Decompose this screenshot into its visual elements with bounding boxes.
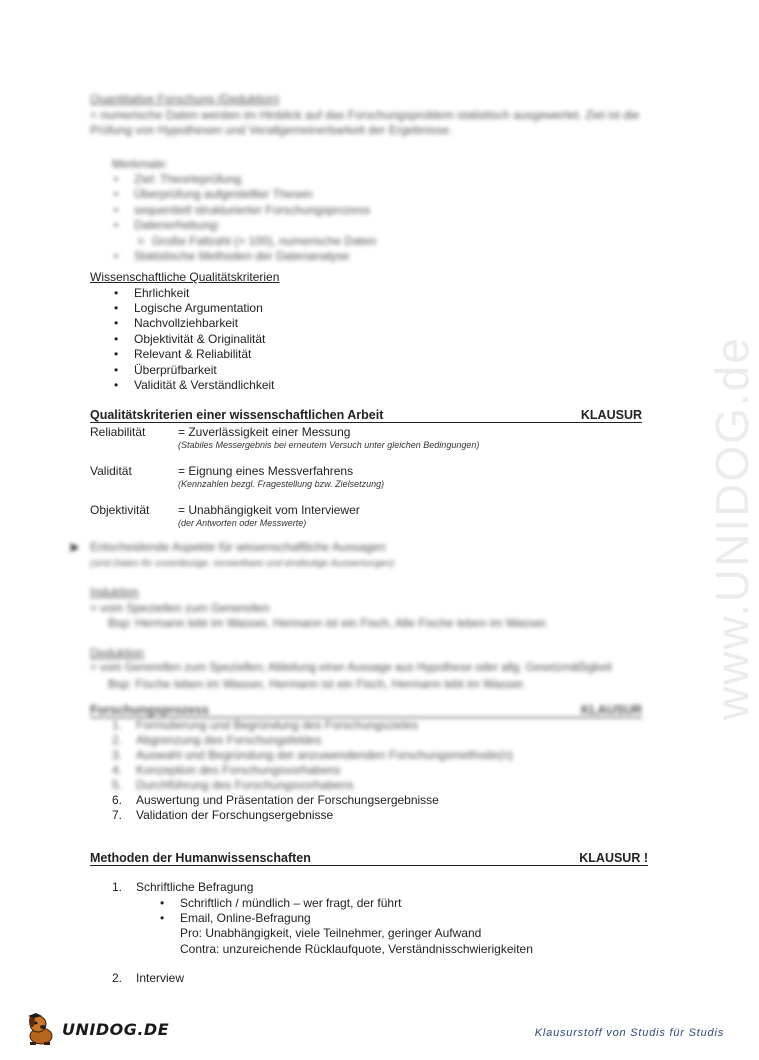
list-item: • Nachvollziehbarkeit bbox=[108, 316, 650, 331]
aspekte-text: Entscheidende Aspekte für wissenschaftliche Aussagen bbox=[90, 540, 386, 554]
paragraph-line: = numerische Daten werden im Hinblick auf das Forschungsproblem statistisch ausgewertet. Ziel ist die bbox=[90, 107, 640, 122]
list-item: 4. Konzeption des Forschungsvorhabens bbox=[112, 763, 341, 777]
contra-line: Contra: unzureichende Rücklaufquote, Verständnisschwierigkeiten bbox=[180, 941, 533, 956]
step-text: Auswertung und Präsentation der Forschungsergebnisse bbox=[136, 793, 439, 807]
forschungsprozess-list-blurred bbox=[90, 718, 642, 793]
section-heading: Qualitätskriterien einer wissenschaftlichen Arbeit bbox=[90, 408, 384, 422]
method-name: Interview bbox=[136, 971, 185, 986]
forschungsprozess-section bbox=[90, 703, 642, 823]
qualitaet-list bbox=[90, 286, 650, 394]
criterion-definition: = Zuverlässigkeit einer Messung bbox=[178, 425, 351, 439]
method-sublist bbox=[90, 896, 648, 927]
deduktion-line: = vom Generellen zum Speziellen; Ableitung einer Aussage aus Hypothese oder allg. Gesetzmäßigkeit bbox=[90, 662, 612, 674]
qualitaet-section bbox=[90, 270, 650, 393]
list-item: • Objektivität & Originalität bbox=[108, 332, 650, 347]
list-item: • Statistische Methoden der Datenanalyse bbox=[108, 249, 650, 264]
blurred-intro-section bbox=[90, 92, 650, 264]
merkmale-list bbox=[90, 172, 650, 264]
induktion-example: Bsp: Hermann lebt im Wasser, Hermann ist ein Fisch, Alle Fische leben im Wasser. bbox=[108, 616, 549, 630]
list-item: • Logische Argumentation bbox=[108, 301, 650, 316]
method-item bbox=[90, 971, 648, 987]
footer-slogan: Klausurstoff von Studis für Studis bbox=[534, 1027, 724, 1039]
kriterien-section bbox=[90, 408, 642, 529]
criterion-row bbox=[90, 503, 642, 529]
klausur-tag: KLAUSUR ! bbox=[579, 851, 648, 865]
pro-line: Pro: Unabhängigkeit, viele Teilnehmer, geringer Aufwand bbox=[180, 926, 482, 941]
list-item: • sequentiell strukturierter Forschungsprozess bbox=[108, 203, 650, 218]
criterion-definition: = Unabhängigkeit vom Interviewer bbox=[178, 503, 360, 517]
list-item: 2. Abgrenzung des Forschungsfeldes bbox=[112, 733, 322, 747]
method-name: Schriftliche Befragung bbox=[136, 880, 254, 894]
list-item: • Schriftlich / mündlich – wer fragt, der führt bbox=[154, 896, 648, 911]
methoden-section bbox=[90, 851, 648, 987]
list-item: • Validität & Verständlichkeit bbox=[108, 378, 650, 393]
list-item: 5. Durchführung des Forschungsvorhabens bbox=[112, 778, 354, 792]
section-header bbox=[90, 851, 648, 866]
criterion-note: (der Antworten oder Messwerte) bbox=[178, 518, 307, 528]
induktion-label: Induktion bbox=[90, 585, 139, 599]
blurred-mid-section bbox=[68, 539, 650, 692]
list-item bbox=[90, 793, 642, 808]
step-number: 7. bbox=[112, 808, 123, 822]
list-item: • Überprüfbarkeit bbox=[108, 363, 650, 378]
section-header bbox=[90, 703, 642, 718]
list-item: 3. Auswahl und Begründung der anzuwendenden Forschungsmethode(n) bbox=[112, 748, 513, 762]
criterion-name: Objektivität bbox=[90, 503, 150, 517]
list-subitem: o Große Fallzahl (> 100), numerische Daten bbox=[108, 234, 650, 249]
klausur-tag: KLAUSUR bbox=[580, 703, 642, 717]
section-header bbox=[90, 408, 642, 423]
list-item bbox=[90, 808, 642, 823]
deduktion-example: Bsp: Fische leben im Wasser, Hermann ist ein Fisch, Hermann lebt im Wasser. bbox=[108, 676, 526, 691]
arrow-bullet-icon: ➤ bbox=[68, 539, 80, 555]
paragraph-line: Prüfung von Hypothesen und Verallgemeinerbarkeit der Ergebnisse. bbox=[90, 123, 453, 137]
criterion-note: (Kennzahlen bezgl. Fragestellung bzw. Zielsetzung) bbox=[178, 479, 385, 489]
criterion-name: Validität bbox=[90, 464, 132, 478]
dog-logo-icon bbox=[24, 1012, 60, 1046]
method-item bbox=[90, 880, 648, 896]
list-item: • Relevant & Reliabilität bbox=[108, 347, 650, 362]
brand-logo-text: UNIDOG.DE bbox=[62, 1019, 170, 1039]
section-heading: Forschungsprozess bbox=[90, 703, 209, 717]
method-number: 2. bbox=[112, 971, 123, 986]
section-heading: Quantitative Forschung (Deduktion) bbox=[90, 92, 280, 106]
forschungsprozess-list bbox=[90, 793, 642, 823]
klausur-tag: KLAUSUR bbox=[580, 408, 642, 422]
induktion-line: = vom Speziellen zum Generellen bbox=[90, 600, 270, 615]
criterion-name: Reliabilität bbox=[90, 425, 146, 439]
list-item: • Überprüfung aufgestellter Thesen bbox=[108, 187, 650, 202]
merkmale-label: Merkmale: bbox=[112, 156, 169, 171]
criterion-note: (Stabiles Messergebnis bei erneutem Versuch unter gleichen Bedingungen) bbox=[178, 440, 480, 450]
criterion-definition: = Eignung eines Messverfahrens bbox=[178, 464, 354, 478]
section-heading: Wissenschaftliche Qualitätskriterien bbox=[90, 270, 280, 284]
watermark: www.UNIDOG.de bbox=[706, 336, 758, 720]
footer-brand bbox=[24, 1012, 169, 1046]
deduktion-label: Deduktion bbox=[90, 645, 145, 660]
aspekte-line bbox=[68, 539, 650, 556]
criterion-row bbox=[90, 425, 642, 451]
method-number: 1. bbox=[112, 880, 123, 894]
list-item: • Email, Online-Befragung bbox=[154, 911, 648, 926]
list-item: • Datenerhebung: bbox=[108, 218, 650, 233]
step-text: Validation der Forschungsergebnisse bbox=[136, 808, 334, 822]
criterion-row bbox=[90, 464, 642, 490]
list-item: 1. Formulierung und Begründung des Forschungszieles bbox=[112, 718, 419, 732]
list-item: • Ehrlichkeit bbox=[108, 286, 650, 301]
section-heading: Methoden der Humanwissenschaften bbox=[90, 851, 311, 865]
step-number: 6. bbox=[112, 793, 123, 807]
aspekte-note: (sind Daten für zuverlässige, verwertbare und eindeutige Auswertungen) bbox=[90, 557, 395, 569]
list-item: • Ziel: Theorieprüfung bbox=[108, 172, 650, 187]
